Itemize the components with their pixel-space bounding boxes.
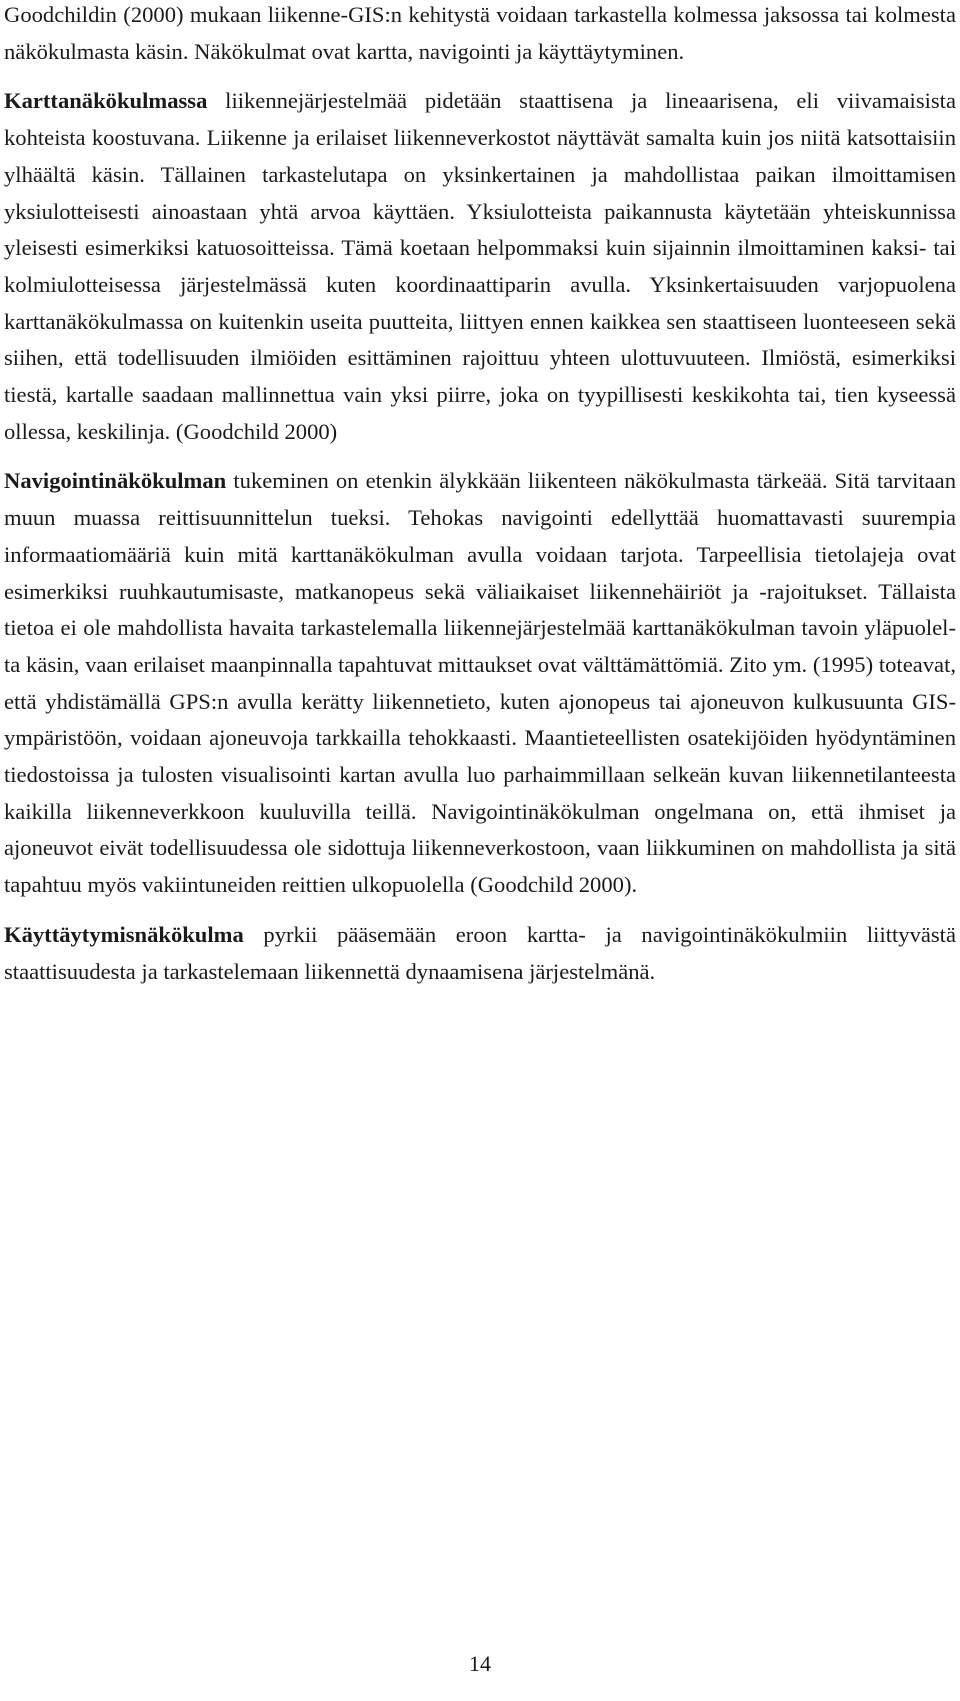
paragraph-map-perspective-text: liikennejärjestelmää pidetään staattisena ja lineaarisena, eli viivamaisista kohteista koostuvana. Liikenne ja erilaiset liikenneverkostot näyttävät samalta kuin jos niitä katsottaisiin ylhäältä käsin. Tällainen tarkastelutapa on yksinkertainen ja mahdollistaa paikan ilmoittamisen yksiulotteisesti ainoastaan yhtä arvoa käyttäen. Yksiulotteista paikannusta käytetään yhteiskunnissa yleisesti esimerkiksi katuosoitteissa. Tämä koetaan helpommaksi kuin sijainnin ilmoittaminen kaksi- tai kolmiulotteisessa järjestelmässä kuten koordinaattiparin avulla. Yksinkertaisuuden varjopuolena karttanäkökulmassa on kuitenkin useita puutteita, liittyen ennen kaikkea sen staattiseen luonteeseen sekä siihen, että todellisuuden ilmiöiden esittäminen rajoittuu yhteen ulottuvuuteen. Ilmiöstä, esimerkiksi tiestä, kartalle saadaan mallinnettua vain yksi piirre, joka on tyypillisesti keskikohta tai, tien kyseessä ollessa, keskilinja. (Goodchild 2000) — [4, 88, 956, 444]
paragraph-intro: Goodchildin (2000) mukaan liikenne-GIS:n kehitystä voidaan tarkastella kolmessa jaksossa tai kolmesta näkökulmasta käsin. Näkökulmat ovat kartta, navigointi ja käyttäytyminen. — [4, 2, 956, 64]
page-number: 14 — [469, 1651, 491, 1676]
paragraph-navigation-perspective-text: tukeminen on etenkin älykkään liikenteen näkökulmasta tärkeää. Sitä tarvitaan muun muassa reittisuunnittelun tueksi. Tehokas navigointi edellyttää huomattavasti suurempia informaatiomääriä kuin mitä karttanäkökulman avulla voidaan tarjota. Tarpeellisia tietolajeja ovat esimerkiksi ruuhkautumisaste, matkanopeus sekä väliaikaiset liikennehäiriöt ja -rajoitukset. Tällaista tietoa ei ole mahdollista havaita tarkastelemalla liikennejärjestelmää karttanäkökulman tavoin yläpuolelta käsin, vaan erilaiset maanpinnalla tapahtuvat mittaukset ovat välttämättömiä. Zito ym. (1995) toteavat, että yhdistämällä GPS:n avulla kerätty liikennetieto, kuten ajonopeus tai ajoneuvon kulkusuunta GIS-ympäristöön, voidaan ajoneuvoja tarkkailla tehokkaasti. Maantieteellisten osatekijöiden hyödyntäminen tiedostoissa ja tulosten visualisointi kartan avulla luo parhaimmillaan selkeän kuvan liikennetilanteesta kaikilla liikenneverkkoon kuuluvilla teillä. Navigointinäkökulman ongelmana on, että ihmiset ja ajoneuvot eivät todellisuudessa ole sidottuja liikenneverkostoon, vaan liikkuminen on mahdollista ja sitä tapahtuu myös vakiintuneiden reittien ulkopuolella (Goodchild 2000). — [4, 468, 956, 898]
term-navigointinakokulma: Navigointinäkökulman — [4, 468, 227, 494]
paragraph-behaviour-perspective — [4, 917, 956, 990]
paragraph-map-perspective — [4, 83, 956, 450]
paragraph-navigation-perspective — [4, 463, 956, 903]
paragraph-behaviour-perspective-text: pyrkii pääsemään eroon kartta- ja navigointinäkökulmiin liittyvästä staattisuudesta ja tarkastelemaan liikennettä dynaamisena järjestelmänä. — [4, 921, 956, 984]
document-page — [4, 0, 956, 990]
term-karttanakokulma: Karttanäkökulmassa — [4, 88, 208, 114]
term-kayttaytymisnakokulma: Käyttäytymisnäkökulma — [4, 921, 244, 947]
